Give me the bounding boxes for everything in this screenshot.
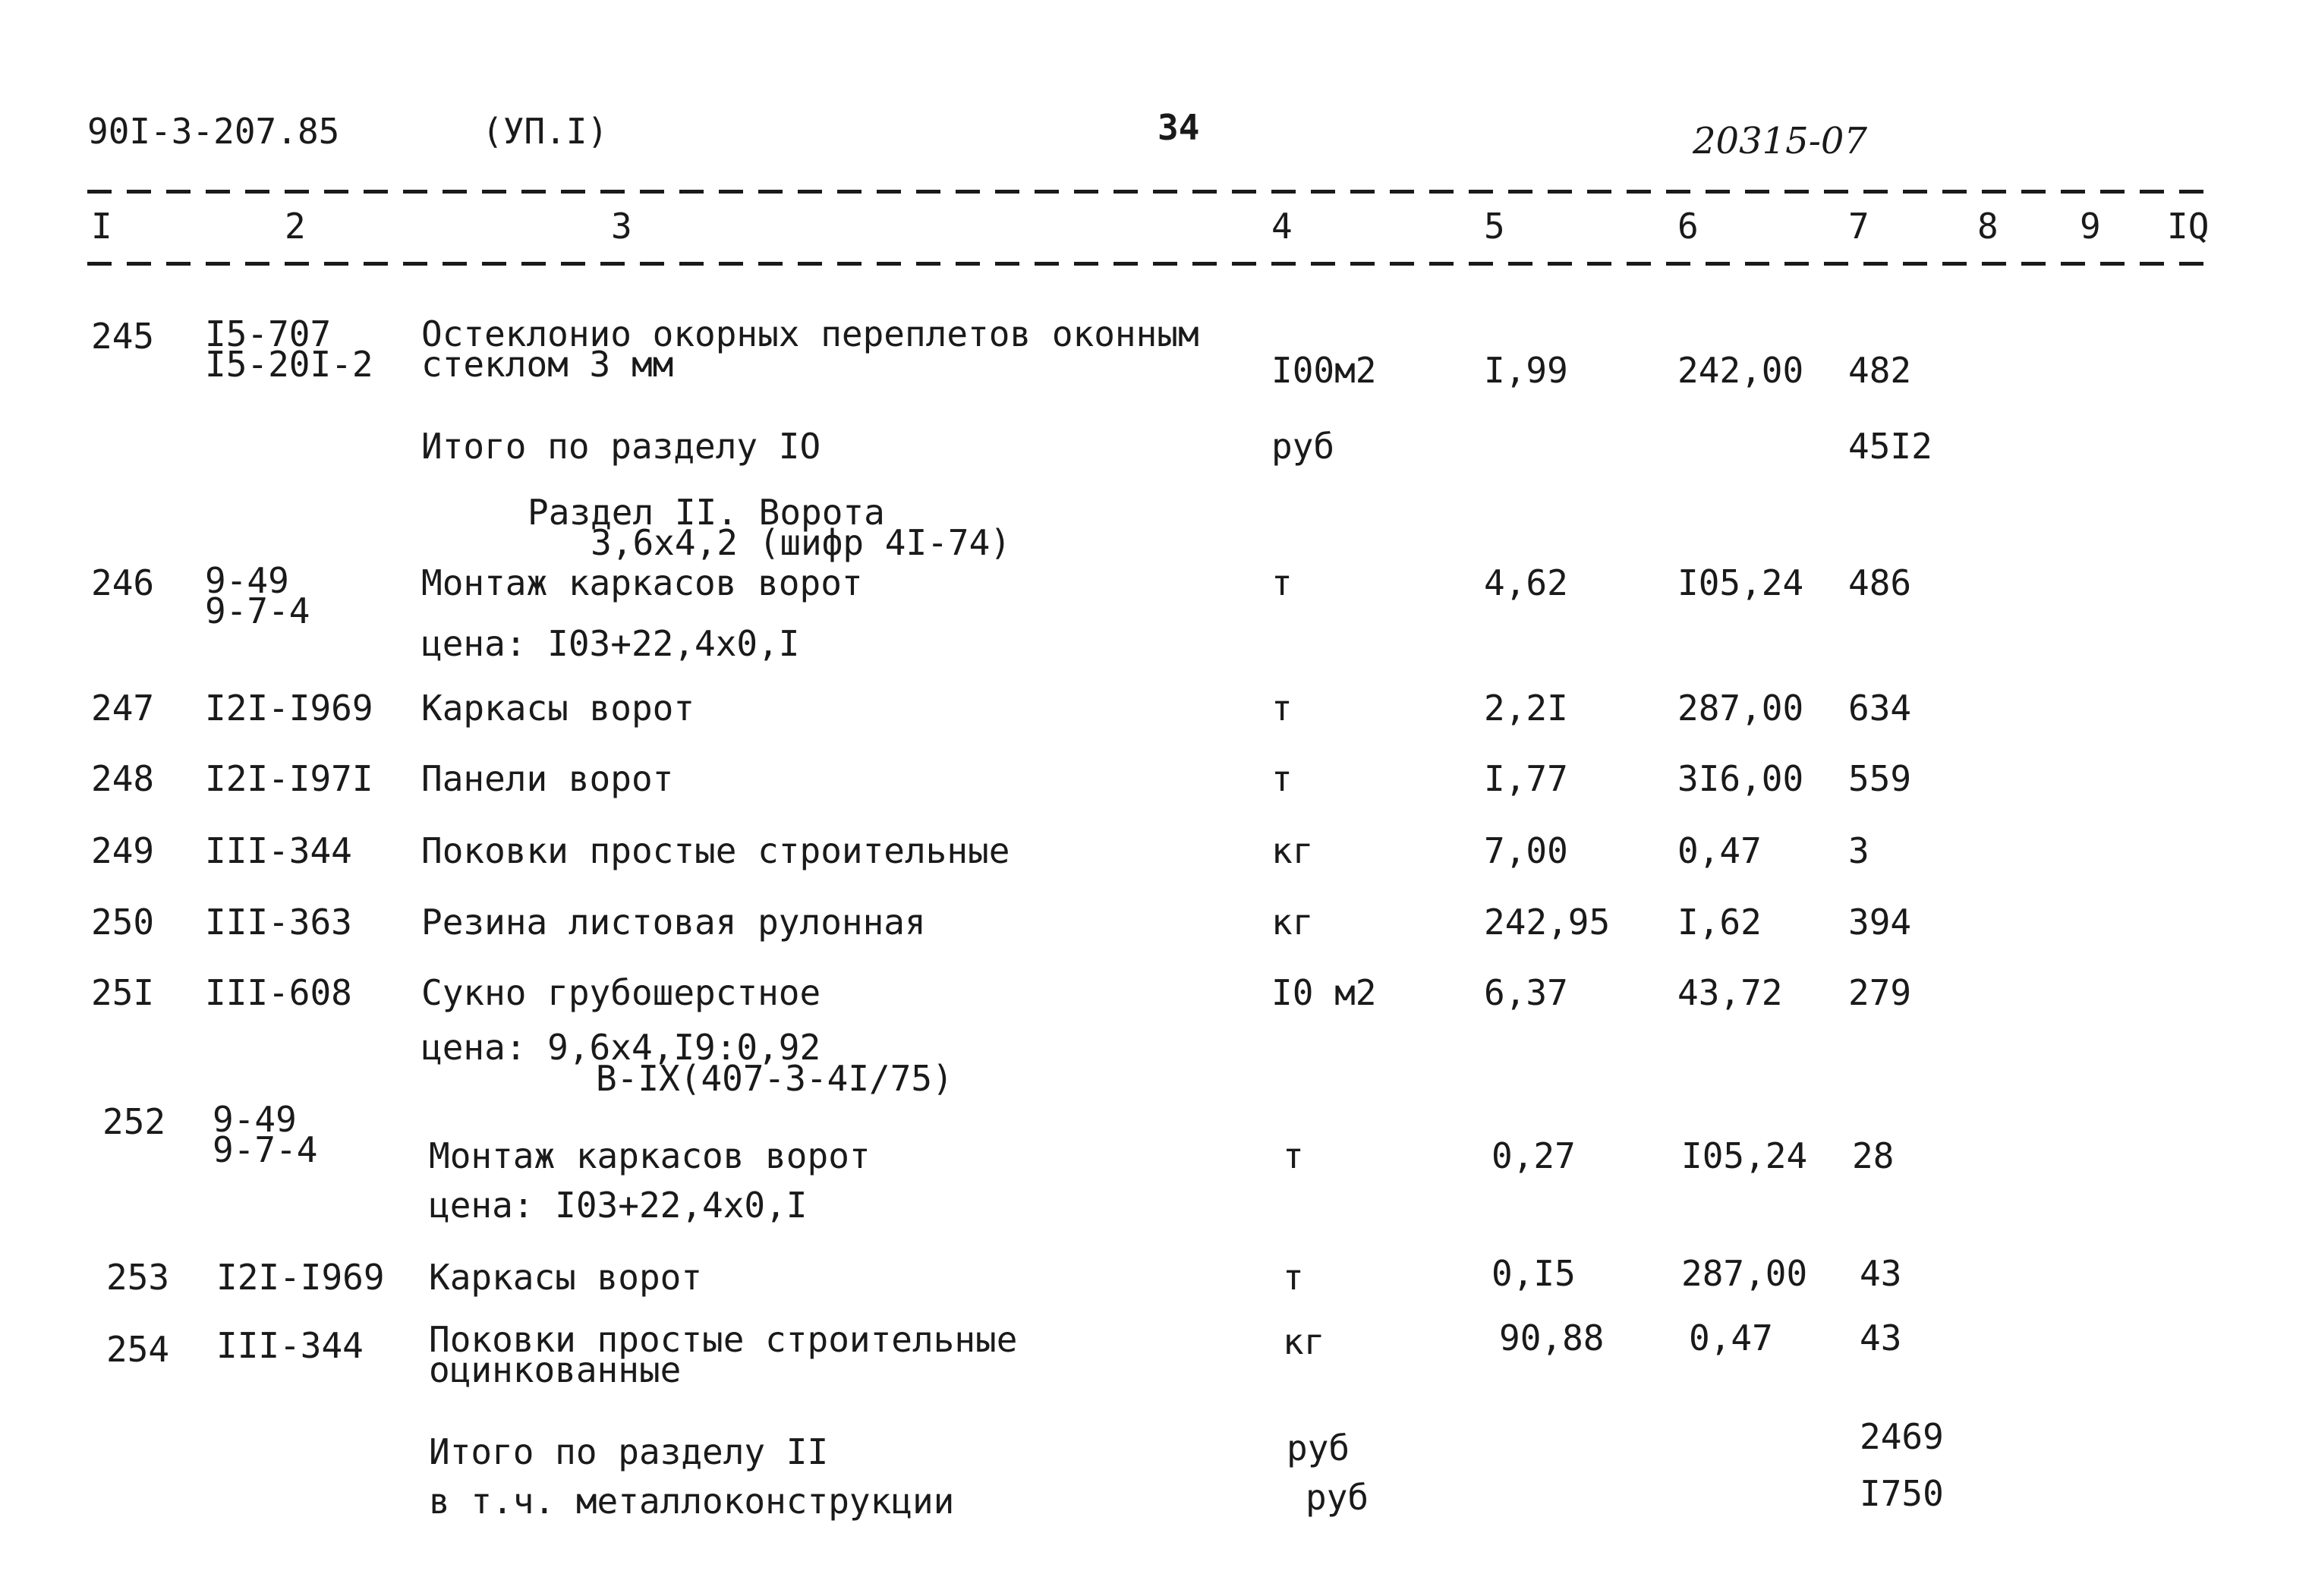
rate-code: I2I-I969 [205, 688, 373, 729]
row-number: 246 [91, 562, 155, 603]
unit: руб [1306, 1477, 1369, 1518]
unit-price: 3I6,00 [1677, 758, 1804, 799]
unit-price: 43,72 [1677, 972, 1783, 1013]
item-name: Остеклонио окорных переплетов оконным стеклом 3 мм [421, 313, 1199, 386]
unit: т [1283, 1135, 1304, 1176]
rate-code: 9-49 9-7-4 [205, 560, 310, 632]
unit: т [1271, 562, 1293, 603]
subtotal-label: в т.ч. металлоконструкции [429, 1481, 955, 1522]
row-number: 253 [106, 1257, 170, 1298]
total: 3 [1848, 830, 1869, 871]
doc-code: 90I-3-207.85 [87, 111, 340, 152]
rate-code: 9-49 9-7-4 [213, 1099, 318, 1171]
total: 559 [1848, 758, 1912, 799]
unit: т [1283, 1257, 1304, 1298]
unit: т [1271, 688, 1293, 729]
row-number: 249 [91, 830, 155, 871]
item-name: Поковки простые строительные оцинкованные [429, 1319, 1018, 1391]
item-name: Каркасы ворот [421, 688, 695, 729]
total: 43 [1860, 1317, 1902, 1358]
rate-code: III-344 [216, 1325, 364, 1366]
total: 43 [1860, 1253, 1902, 1294]
unit-price: I05,24 [1677, 562, 1804, 603]
total: 394 [1848, 902, 1912, 943]
total: 482 [1848, 350, 1912, 391]
quantity: 4,62 [1484, 562, 1568, 603]
page-number: 34 [1158, 107, 1200, 148]
header-rule-bottom [87, 262, 2213, 266]
total: I750 [1860, 1473, 1944, 1514]
item-name: Монтаж каркасов ворот [421, 562, 863, 603]
rate-code: III-608 [205, 972, 352, 1013]
rate-code: I5-707 I5-20I-2 [205, 313, 373, 386]
unit: I00м2 [1271, 350, 1377, 391]
unit: кг [1283, 1321, 1325, 1362]
column-header: 3 [611, 206, 632, 247]
column-header: 7 [1848, 206, 1869, 247]
column-header: 2 [285, 206, 306, 247]
quantity: 2,2I [1484, 688, 1568, 729]
archive-number: 20315-07 [1693, 120, 1867, 162]
unit: руб [1287, 1428, 1350, 1469]
unit-price: 0,47 [1677, 830, 1762, 871]
quantity: I,99 [1484, 350, 1568, 391]
row-number: 252 [102, 1101, 166, 1142]
column-header: 6 [1677, 206, 1699, 247]
price-note: цена: 9,6х4,I9:0,92 [421, 1027, 821, 1068]
unit-price: I,62 [1677, 902, 1762, 943]
unit: т [1271, 758, 1293, 799]
item-name: Поковки простые строительные [421, 830, 1010, 871]
unit-price: 242,00 [1677, 350, 1804, 391]
quantity: 242,95 [1484, 902, 1611, 943]
column-header: 9 [2080, 206, 2101, 247]
unit-price: 0,47 [1689, 1317, 1773, 1358]
header-rule-top [87, 190, 2213, 194]
rate-code: III-344 [205, 830, 352, 871]
row-number: 250 [91, 902, 155, 943]
column-header: 5 [1484, 206, 1505, 247]
total: 2469 [1860, 1416, 1944, 1457]
unit-price: I05,24 [1681, 1135, 1808, 1176]
item-name: Резина листовая рулонная [421, 902, 926, 943]
total: 634 [1848, 688, 1912, 729]
column-header: IQ [2167, 206, 2210, 247]
volume-label: (УП.I) [482, 111, 609, 152]
quantity: 0,27 [1491, 1135, 1576, 1176]
column-header: 8 [1977, 206, 1999, 247]
quantity: 90,88 [1499, 1317, 1605, 1358]
item-name: Панели ворот [421, 758, 674, 799]
rate-code: III-363 [205, 902, 352, 943]
row-number: 247 [91, 688, 155, 729]
section-heading: В-IX(407-3-4I/75) [596, 1058, 953, 1099]
total: 486 [1848, 562, 1912, 603]
unit-price: 287,00 [1681, 1253, 1808, 1294]
item-name: Монтаж каркасов ворот [429, 1135, 871, 1176]
subtotal-label: Итого по разделу IO [421, 426, 821, 467]
column-header: I [91, 206, 112, 247]
row-number: 245 [91, 316, 155, 357]
price-note: цена: I03+22,4х0,I [421, 623, 800, 664]
rate-code: I2I-I97I [205, 758, 373, 799]
unit: I0 м2 [1271, 972, 1377, 1013]
item-name: Сукно грубошерстное [421, 972, 821, 1013]
total: 279 [1848, 972, 1912, 1013]
column-header: 4 [1271, 206, 1293, 247]
item-name: Каркасы ворот [429, 1257, 703, 1298]
quantity: I,77 [1484, 758, 1568, 799]
unit: руб [1271, 426, 1335, 467]
row-number: 25I [91, 972, 155, 1013]
unit: кг [1271, 902, 1314, 943]
quantity: 7,00 [1484, 830, 1568, 871]
row-number: 248 [91, 758, 155, 799]
subtotal-label: Итого по разделу II [429, 1431, 829, 1472]
total: 28 [1852, 1135, 1895, 1176]
rate-code: I2I-I969 [216, 1257, 385, 1298]
unit-price: 287,00 [1677, 688, 1804, 729]
unit: кг [1271, 830, 1314, 871]
total: 45I2 [1848, 426, 1932, 467]
section-heading: Раздел II. Ворота 3,6х4,2 (шифр 4I-74) [528, 492, 1011, 564]
row-number: 254 [106, 1329, 170, 1370]
quantity: 0,I5 [1491, 1253, 1576, 1294]
quantity: 6,37 [1484, 972, 1568, 1013]
price-note: цена: I03+22,4х0,I [429, 1185, 808, 1226]
